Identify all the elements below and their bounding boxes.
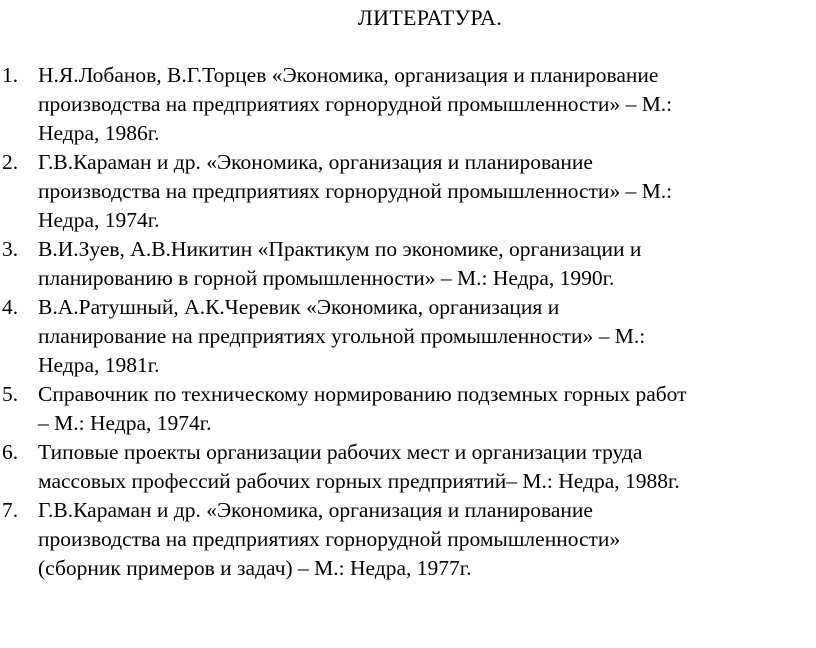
reference-item	[0, 235, 816, 293]
reference-number: 4.	[2, 295, 19, 319]
reference-item	[0, 148, 816, 235]
reference-text-line: производства на предприятиях горнорудной промышленности» – М.:	[38, 92, 673, 116]
reference-text-line: Н.Я.Лобанов, В.Г.Торцев «Экономика, организация и планирование	[38, 63, 659, 87]
reference-text-line: Недра, 1974г.	[38, 208, 160, 232]
reference-number: 5.	[2, 382, 19, 406]
reference-text-line: планированию в горной промышленности» – М.: Недра, 1990г.	[38, 266, 615, 290]
reference-text-line: Справочник по техническому нормированию подземных горных работ	[38, 382, 687, 406]
reference-text-line: Недра, 1986г.	[38, 121, 160, 145]
reference-item	[0, 438, 816, 496]
reference-text-line: (сборник примеров и задач) – М.: Недра, 1977г.	[38, 556, 472, 580]
reference-item	[0, 61, 816, 148]
reference-item	[0, 293, 816, 380]
reference-text-line: Типовые проекты организации рабочих мест и организации труда	[38, 440, 643, 464]
reference-text-line: – М.: Недра, 1974г.	[38, 411, 212, 435]
reference-text-line: Г.В.Караман и др. «Экономика, организация и планирование	[38, 150, 593, 174]
reference-text-line: В.А.Ратушный, А.К.Черевик «Экономика, организация и	[38, 295, 560, 319]
page-title: ЛИТЕРАТУРА.	[357, 5, 503, 30]
reference-number: 2.	[2, 150, 19, 174]
reference-text-line: массовых профессий рабочих горных предприятий– М.: Недра, 1988г.	[38, 469, 680, 493]
reference-text-line: Г.В.Караман и др. «Экономика, организация и планирование	[38, 498, 593, 522]
reference-number: 7.	[2, 498, 19, 522]
reference-text-line: планирование на предприятиях угольной промышленности» – М.:	[38, 324, 646, 348]
reference-item	[0, 496, 816, 583]
reference-text-line: производства на предприятиях горнорудной промышленности»	[38, 527, 621, 551]
reference-text-line: производства на предприятиях горнорудной промышленности» – М.:	[38, 179, 673, 203]
reference-number: 3.	[2, 237, 19, 261]
reference-text-line: В.И.Зуев, А.В.Никитин «Практикум по экономике, организации и	[38, 237, 642, 261]
reference-number: 6.	[2, 440, 19, 464]
reference-text-line: Недра, 1981г.	[38, 353, 160, 377]
reference-list	[0, 61, 816, 583]
reference-number: 1.	[2, 63, 19, 87]
reference-item	[0, 380, 816, 438]
